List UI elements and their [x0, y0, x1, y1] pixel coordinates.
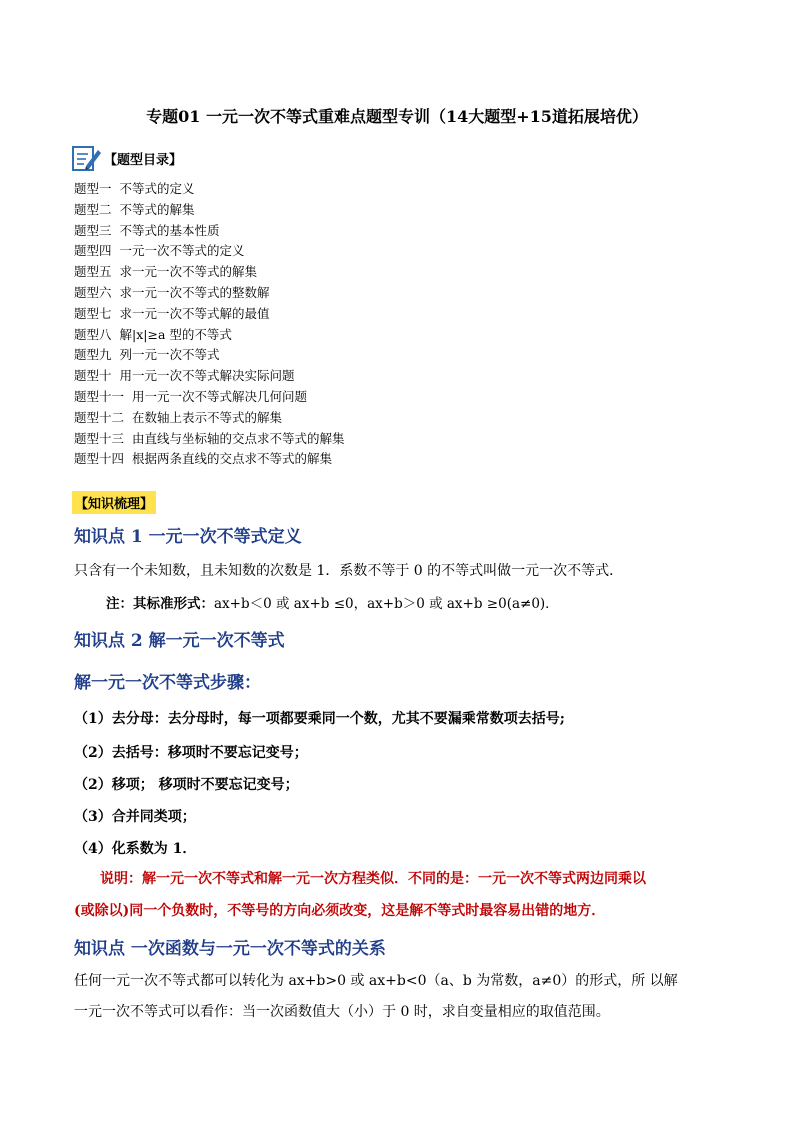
notepad-pencil-icon [72, 144, 102, 172]
toc-item[interactable] [74, 387, 345, 408]
k2-subheading: 解一元一次不等式步骤： [74, 673, 261, 693]
k2-step: （2）移项； 移项时不要忘记变号； [74, 777, 299, 793]
k1-note-label: 注：其标准形式： [106, 596, 214, 612]
toc-item-label: 题型一 [74, 181, 112, 196]
toc-list [74, 179, 345, 470]
toc-item-text: 解|x|≥a 型的不等式 [119, 326, 232, 342]
k2-step: （2）去括号：移项时不要忘记变号； [74, 745, 308, 761]
toc-item[interactable] [74, 179, 345, 200]
k2-step: （4）化系数为 1． [74, 841, 197, 857]
toc-item[interactable] [74, 449, 345, 470]
toc-item[interactable] [74, 304, 345, 325]
k1-note-text: ax+b＜0 或 ax+b ≤0，ax+b＞0 或 ax+b ≥0(a≠0)． [214, 596, 559, 612]
k3-line1: 任何一元一次不等式都可以转化为 ax+b>0 或 ax+b<0（a、b 为常数，a≠0）的形式，所 以解 [74, 973, 678, 989]
toc-item-label: 题型五 [74, 264, 112, 280]
k2-heading: 知识点 2 解一元一次不等式 [74, 631, 285, 651]
toc-item[interactable] [74, 345, 345, 366]
k1-text: 只含有一个未知数，且未知数的次数是 1．系数不等于 0 的不等式叫做一元一次不等式． [74, 563, 624, 579]
toc-item-text: 不等式的基本性质 [119, 222, 220, 238]
toc-item-text: 不等式的定义 [119, 181, 195, 196]
toc-item[interactable] [74, 408, 345, 429]
toc-item-label: 题型七 [74, 305, 112, 321]
toc-item-text: 求一元一次不等式的整数解 [119, 284, 270, 300]
toc-item[interactable] [74, 429, 345, 450]
toc-item-label: 题型四 [74, 243, 112, 259]
toc-item-text: 由直线与坐标轴的交点求不等式的解集 [132, 430, 345, 446]
toc-item-text: 用一元一次不等式解决几何问题 [132, 388, 308, 404]
toc-item-label: 题型十一 [74, 388, 125, 404]
toc-item-text: 根据两条直线的交点求不等式的解集 [132, 451, 333, 467]
toc-item-text: 求一元一次不等式的解集 [119, 264, 258, 280]
toc-item-label: 题型六 [74, 284, 112, 300]
toc-item-label: 题型十 [74, 368, 112, 384]
toc-item-text: 不等式的解集 [119, 201, 195, 217]
toc-item-label: 题型十二 [74, 409, 125, 425]
page-title: 专题01 一元一次不等式重难点题型专训（14大题型+15道拓展培优） [146, 107, 648, 126]
toc-item[interactable] [74, 200, 345, 221]
toc-item[interactable] [74, 221, 345, 242]
k2-step: （3）合并同类项； [74, 809, 196, 825]
k1-heading: 知识点 1 一元一次不等式定义 [74, 527, 302, 547]
toc-item-text: 在数轴上表示不等式的解集 [132, 409, 283, 425]
toc-item[interactable] [74, 325, 345, 346]
toc-item-text: 求一元一次不等式解的最值 [119, 305, 270, 321]
toc-item-label: 题型十四 [74, 451, 125, 467]
knowledge-badge: 【知识梳理】 [72, 491, 156, 514]
k2-step: （1）去分母：去分母时，每一项都要乘同一个数，尤其不要漏乘常数项去括号; [74, 711, 565, 727]
toc-item[interactable] [74, 366, 345, 387]
toc-item-label: 题型二 [74, 201, 112, 217]
toc-item-label: 题型九 [74, 347, 112, 363]
toc-item[interactable] [74, 283, 345, 304]
k1-note [106, 592, 559, 612]
k2-note-line2: (或除以)同一个负数时，不等号的方向必须改变，这是解不等式时最容易出错的地方． [74, 903, 606, 919]
toc-item-text: 列一元一次不等式 [119, 347, 220, 363]
k2-note-line1: 说明：解一元一次不等式和解一元一次方程类似．不同的是：一元一次不等式两边同乘以 [100, 871, 646, 887]
toc-item[interactable] [74, 262, 345, 283]
toc-item-label: 题型三 [74, 222, 112, 238]
toc-item[interactable] [74, 241, 345, 262]
toc-item-label: 题型十三 [74, 430, 125, 446]
toc-item-label: 题型八 [74, 326, 112, 342]
toc-heading: 【题型目录】 [104, 153, 183, 168]
toc-item-text: 一元一次不等式的定义 [119, 243, 245, 259]
k3-line2: 一元一次不等式可以看作：当一次函数值大（小）于 0 时，求自变量相应的取值范围。 [74, 1004, 610, 1020]
toc-item-text: 用一元一次不等式解决实际问题 [119, 368, 295, 384]
k3-heading: 知识点 一次函数与一元一次不等式的关系 [74, 939, 386, 959]
